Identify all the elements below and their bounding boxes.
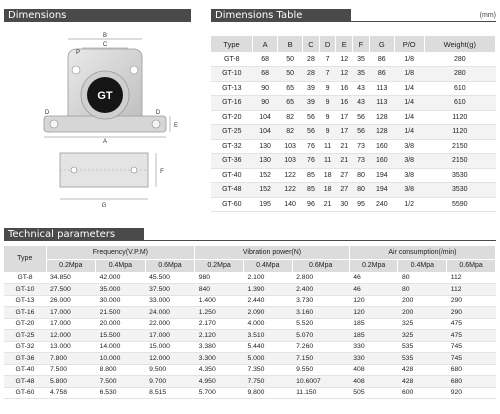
tech-value-cell: 330 bbox=[349, 341, 398, 353]
tech-value-cell: 5.440 bbox=[243, 341, 292, 353]
tech-value-cell: 120 bbox=[349, 307, 398, 319]
tech-value-cell: 3.160 bbox=[292, 307, 349, 319]
dim-value-cell: 43 bbox=[353, 96, 370, 111]
technical-table bbox=[4, 246, 496, 399]
dim-value-cell: 80 bbox=[353, 168, 370, 183]
tech-value-cell: 46 bbox=[349, 272, 398, 284]
tech-value-cell: 4.000 bbox=[243, 318, 292, 330]
tech-value-cell: 4.950 bbox=[195, 376, 244, 388]
tech-value-cell: 325 bbox=[398, 330, 447, 342]
tech-value-cell: 330 bbox=[349, 353, 398, 365]
dim-value-cell: 18 bbox=[319, 168, 336, 183]
port-left bbox=[72, 66, 80, 74]
dim-value-cell: 21 bbox=[319, 197, 336, 212]
dim-header-cell: A bbox=[253, 36, 278, 52]
dim-value-cell: 82 bbox=[278, 110, 303, 125]
tech-type-cell: GT-13 bbox=[4, 295, 46, 307]
dim-value-cell: 113 bbox=[369, 96, 394, 111]
dim-value-cell: 3530 bbox=[424, 183, 495, 198]
tech-value-cell: 34.850 bbox=[46, 272, 96, 284]
table-row bbox=[211, 96, 496, 111]
tech-value-cell: 980 bbox=[195, 272, 244, 284]
tech-pressure-header: 0.4Mpa bbox=[243, 259, 292, 272]
dim-type-cell: GT-36 bbox=[211, 154, 253, 169]
dim-type-cell: GT-60 bbox=[211, 197, 253, 212]
tech-value-cell: 26.000 bbox=[46, 295, 96, 307]
dim-header-cell: Type bbox=[211, 36, 253, 52]
tech-type-cell: GT-8 bbox=[4, 272, 46, 284]
table-row bbox=[211, 139, 496, 154]
tech-value-cell: 7.800 bbox=[46, 353, 96, 365]
tech-value-cell: 13.000 bbox=[46, 341, 96, 353]
tech-type-header: Type bbox=[4, 246, 46, 272]
label-f: F bbox=[160, 169, 164, 175]
dim-value-cell: 86 bbox=[369, 52, 394, 67]
table-row bbox=[211, 154, 496, 169]
table-row bbox=[211, 183, 496, 198]
dim-header-cell: P/O bbox=[394, 36, 424, 52]
dimension-drawing bbox=[0, 24, 200, 219]
dim-value-cell: 3/8 bbox=[394, 183, 424, 198]
tech-value-cell: 7.150 bbox=[292, 353, 349, 365]
dimensions-unit: (mm) bbox=[479, 12, 496, 19]
tech-type-cell: GT-16 bbox=[4, 307, 46, 319]
tech-value-cell: 475 bbox=[447, 318, 496, 330]
tech-value-cell: 14.000 bbox=[96, 341, 146, 353]
dim-value-cell: 27 bbox=[336, 168, 353, 183]
dim-type-cell: GT-32 bbox=[211, 139, 253, 154]
dim-header-cell: E bbox=[336, 36, 353, 52]
dim-value-cell: 9 bbox=[319, 81, 336, 96]
dim-value-cell: 5590 bbox=[424, 197, 495, 212]
dim-value-cell: 122 bbox=[278, 168, 303, 183]
tech-value-cell: 42.000 bbox=[96, 272, 146, 284]
dim-value-cell: 240 bbox=[369, 197, 394, 212]
dim-value-cell: 18 bbox=[319, 183, 336, 198]
dim-value-cell: 80 bbox=[353, 183, 370, 198]
dimensions-header bbox=[4, 9, 191, 22]
tech-value-cell: 5.070 bbox=[292, 330, 349, 342]
dim-type-cell: GT-48 bbox=[211, 183, 253, 198]
dim-value-cell: 160 bbox=[369, 139, 394, 154]
tech-value-cell: 840 bbox=[195, 284, 244, 296]
dim-value-cell: 21 bbox=[336, 154, 353, 169]
tech-value-cell: 10.6007 bbox=[292, 376, 349, 388]
tech-value-cell: 35.000 bbox=[96, 284, 146, 296]
dim-value-cell: 3/8 bbox=[394, 139, 424, 154]
dim-value-cell: 12 bbox=[336, 67, 353, 82]
tech-value-cell: 27.500 bbox=[46, 284, 96, 296]
dim-value-cell: 7 bbox=[319, 67, 336, 82]
dim-value-cell: 17 bbox=[336, 110, 353, 125]
tech-type-cell: GT-60 bbox=[4, 387, 46, 399]
dim-value-cell: 30 bbox=[336, 197, 353, 212]
dim-value-cell: 280 bbox=[424, 67, 495, 82]
dim-value-cell: 17 bbox=[336, 125, 353, 140]
tech-value-cell: 4.758 bbox=[46, 387, 96, 399]
tech-value-cell: 505 bbox=[349, 387, 398, 399]
tech-value-cell: 17.000 bbox=[46, 318, 96, 330]
tech-value-cell: 5.800 bbox=[46, 376, 96, 388]
plate-hole-left bbox=[71, 167, 77, 173]
tech-value-cell: 112 bbox=[447, 284, 496, 296]
table-row bbox=[4, 364, 496, 376]
dim-value-cell: 86 bbox=[369, 67, 394, 82]
tech-value-cell: 45.500 bbox=[145, 272, 195, 284]
dim-value-cell: 11 bbox=[319, 154, 336, 169]
tech-pressure-header: 0.6Mpa bbox=[145, 259, 195, 272]
tech-pressure-header: 0.6Mpa bbox=[292, 259, 349, 272]
dim-header-cell: Weight(g) bbox=[424, 36, 495, 52]
dim-value-cell: 90 bbox=[253, 96, 278, 111]
dim-value-cell: 56 bbox=[353, 125, 370, 140]
table-row bbox=[4, 272, 496, 284]
center-label: GT bbox=[97, 90, 113, 102]
tech-value-cell: 408 bbox=[349, 376, 398, 388]
dim-header-cell: D bbox=[319, 36, 336, 52]
tech-value-cell: 2.440 bbox=[243, 295, 292, 307]
dim-value-cell: 280 bbox=[424, 52, 495, 67]
tech-type-cell: GT-32 bbox=[4, 341, 46, 353]
dim-value-cell: 27 bbox=[336, 183, 353, 198]
dim-value-cell: 2150 bbox=[424, 139, 495, 154]
tech-value-cell: 17.000 bbox=[46, 307, 96, 319]
tech-value-cell: 120 bbox=[349, 295, 398, 307]
tech-value-cell: 15.500 bbox=[96, 330, 146, 342]
tech-value-cell: 1.250 bbox=[195, 307, 244, 319]
tech-value-cell: 7.350 bbox=[243, 364, 292, 376]
dim-header-cell: B bbox=[278, 36, 303, 52]
tech-value-cell: 290 bbox=[447, 295, 496, 307]
tech-value-cell: 15.000 bbox=[145, 341, 195, 353]
table-row bbox=[211, 52, 496, 67]
tech-value-cell: 7.750 bbox=[243, 376, 292, 388]
dimensions-title: Dimensions bbox=[8, 10, 67, 21]
dim-value-cell: 130 bbox=[253, 154, 278, 169]
tech-pressure-header: 0.4Mpa bbox=[96, 259, 146, 272]
tech-group-air: Air consumption(/min) bbox=[349, 246, 495, 259]
tech-value-cell: 5.000 bbox=[243, 353, 292, 365]
dim-value-cell: 65 bbox=[278, 96, 303, 111]
dim-value-cell: 65 bbox=[278, 81, 303, 96]
table-row bbox=[4, 307, 496, 319]
tech-value-cell: 2.400 bbox=[292, 284, 349, 296]
tech-value-cell: 33.000 bbox=[145, 295, 195, 307]
tech-value-cell: 30.000 bbox=[96, 295, 146, 307]
label-a: A bbox=[102, 139, 108, 145]
port-right bbox=[130, 66, 138, 74]
dim-value-cell: 35 bbox=[353, 52, 370, 67]
dim-value-cell: 28 bbox=[303, 67, 320, 82]
technical-header bbox=[4, 228, 144, 241]
table-row bbox=[211, 197, 496, 212]
dimensions-table bbox=[211, 36, 496, 212]
dim-value-cell: 152 bbox=[253, 168, 278, 183]
dim-header-cell: C bbox=[303, 36, 320, 52]
dim-value-cell: 73 bbox=[353, 139, 370, 154]
base-hole-left bbox=[50, 120, 58, 128]
tech-type-cell: GT-40 bbox=[4, 364, 46, 376]
dim-type-cell: GT-8 bbox=[211, 52, 253, 67]
dim-value-cell: 140 bbox=[278, 197, 303, 212]
dim-type-cell: GT-10 bbox=[211, 67, 253, 82]
dimensions-table-title: Dimensions Table bbox=[215, 10, 303, 21]
dim-value-cell: 113 bbox=[369, 81, 394, 96]
dim-value-cell: 128 bbox=[369, 110, 394, 125]
tech-value-cell: 6.530 bbox=[96, 387, 146, 399]
label-d-left: D bbox=[44, 110, 50, 116]
label-e: E bbox=[173, 123, 179, 129]
tech-type-cell: GT-36 bbox=[4, 353, 46, 365]
tech-value-cell: 2.800 bbox=[292, 272, 349, 284]
tech-value-cell: 200 bbox=[398, 295, 447, 307]
tech-value-cell: 112 bbox=[447, 272, 496, 284]
label-p: P bbox=[75, 50, 81, 56]
table-row bbox=[211, 110, 496, 125]
tech-value-cell: 745 bbox=[447, 341, 496, 353]
dim-value-cell: 35 bbox=[353, 67, 370, 82]
dim-value-cell: 1120 bbox=[424, 125, 495, 140]
tech-value-cell: 290 bbox=[447, 307, 496, 319]
dim-value-cell: 56 bbox=[353, 110, 370, 125]
tech-value-cell: 9.800 bbox=[243, 387, 292, 399]
tech-value-cell: 10.000 bbox=[96, 353, 146, 365]
tech-pressure-header: 0.2Mpa bbox=[349, 259, 398, 272]
dim-value-cell: 152 bbox=[253, 183, 278, 198]
table-row bbox=[4, 318, 496, 330]
tech-group-vibration: Vibration power(N) bbox=[195, 246, 350, 259]
dim-value-cell: 1/4 bbox=[394, 96, 424, 111]
dim-value-cell: 96 bbox=[303, 197, 320, 212]
tech-value-cell: 9.700 bbox=[145, 376, 195, 388]
tech-pressure-header: 0.2Mpa bbox=[195, 259, 244, 272]
tech-value-cell: 1.390 bbox=[243, 284, 292, 296]
dim-value-cell: 50 bbox=[278, 52, 303, 67]
tech-value-cell: 80 bbox=[398, 272, 447, 284]
tech-value-cell: 200 bbox=[398, 307, 447, 319]
dim-value-cell: 56 bbox=[303, 110, 320, 125]
dim-value-cell: 1/4 bbox=[394, 110, 424, 125]
dim-value-cell: 194 bbox=[369, 168, 394, 183]
dim-value-cell: 16 bbox=[336, 81, 353, 96]
tech-value-cell: 3.730 bbox=[292, 295, 349, 307]
dim-value-cell: 73 bbox=[353, 154, 370, 169]
tech-value-cell: 3.510 bbox=[243, 330, 292, 342]
dim-value-cell: 9 bbox=[319, 96, 336, 111]
dim-type-cell: GT-16 bbox=[211, 96, 253, 111]
table-row bbox=[4, 376, 496, 388]
dim-value-cell: 7 bbox=[319, 52, 336, 67]
tech-value-cell: 535 bbox=[398, 353, 447, 365]
dim-value-cell: 104 bbox=[253, 125, 278, 140]
table-row bbox=[4, 284, 496, 296]
tech-value-cell: 9.550 bbox=[292, 364, 349, 376]
dim-value-cell: 11 bbox=[319, 139, 336, 154]
dim-value-cell: 3/8 bbox=[394, 154, 424, 169]
table-row bbox=[211, 168, 496, 183]
plate-hole-right bbox=[131, 167, 137, 173]
table-row bbox=[4, 353, 496, 365]
tech-value-cell: 600 bbox=[398, 387, 447, 399]
tech-group-frequency: Frequency(V.P.M) bbox=[46, 246, 195, 259]
dim-value-cell: 9 bbox=[319, 125, 336, 140]
tech-pressure-header: 0.2Mpa bbox=[46, 259, 96, 272]
dim-value-cell: 68 bbox=[253, 52, 278, 67]
dim-value-cell: 76 bbox=[303, 154, 320, 169]
tech-pressure-header: 0.6Mpa bbox=[447, 259, 496, 272]
tech-type-cell: GT-20 bbox=[4, 318, 46, 330]
tech-value-cell: 7.260 bbox=[292, 341, 349, 353]
tech-value-cell: 5.520 bbox=[292, 318, 349, 330]
label-d-right: D bbox=[155, 110, 161, 116]
tech-value-cell: 20.000 bbox=[96, 318, 146, 330]
dim-value-cell: 128 bbox=[369, 125, 394, 140]
tech-value-cell: 2.170 bbox=[195, 318, 244, 330]
tech-value-cell: 325 bbox=[398, 318, 447, 330]
dim-value-cell: 130 bbox=[253, 139, 278, 154]
technical-title: Technical parameters bbox=[8, 229, 116, 240]
dim-value-cell: 610 bbox=[424, 96, 495, 111]
tech-value-cell: 475 bbox=[447, 330, 496, 342]
tech-value-cell: 24.000 bbox=[145, 307, 195, 319]
dim-value-cell: 194 bbox=[369, 183, 394, 198]
tech-value-cell: 12.000 bbox=[145, 353, 195, 365]
tech-value-cell: 7.500 bbox=[46, 364, 96, 376]
label-b: B bbox=[102, 33, 108, 39]
dim-value-cell: 95 bbox=[353, 197, 370, 212]
dimensions-table-header bbox=[211, 9, 351, 22]
dim-value-cell: 122 bbox=[278, 183, 303, 198]
dim-value-cell: 1120 bbox=[424, 110, 495, 125]
table-row bbox=[4, 341, 496, 353]
dim-value-cell: 68 bbox=[253, 67, 278, 82]
tech-value-cell: 920 bbox=[447, 387, 496, 399]
dim-value-cell: 76 bbox=[303, 139, 320, 154]
tech-value-cell: 408 bbox=[349, 364, 398, 376]
tech-value-cell: 2.090 bbox=[243, 307, 292, 319]
tech-value-cell: 5.700 bbox=[195, 387, 244, 399]
tech-value-cell: 8.515 bbox=[145, 387, 195, 399]
tech-value-cell: 3.300 bbox=[195, 353, 244, 365]
dim-value-cell: 21 bbox=[336, 139, 353, 154]
dim-type-cell: GT-25 bbox=[211, 125, 253, 140]
tech-value-cell: 8.800 bbox=[96, 364, 146, 376]
dim-value-cell: 2150 bbox=[424, 154, 495, 169]
dim-value-cell: 82 bbox=[278, 125, 303, 140]
dimensions-table-header-rule bbox=[351, 21, 496, 22]
dim-header-cell: G bbox=[369, 36, 394, 52]
dim-value-cell: 56 bbox=[303, 125, 320, 140]
technical-header-rule bbox=[144, 240, 496, 241]
dim-value-cell: 3/8 bbox=[394, 168, 424, 183]
tech-value-cell: 4.350 bbox=[195, 364, 244, 376]
dim-value-cell: 3530 bbox=[424, 168, 495, 183]
dim-value-cell: 1/8 bbox=[394, 67, 424, 82]
dim-value-cell: 104 bbox=[253, 110, 278, 125]
dim-value-cell: 1/8 bbox=[394, 52, 424, 67]
tech-type-cell: GT-10 bbox=[4, 284, 46, 296]
table-row bbox=[4, 387, 496, 399]
tech-value-cell: 185 bbox=[349, 330, 398, 342]
dim-value-cell: 12 bbox=[336, 52, 353, 67]
dim-value-cell: 39 bbox=[303, 81, 320, 96]
tech-value-cell: 46 bbox=[349, 284, 398, 296]
table-row bbox=[4, 295, 496, 307]
tech-value-cell: 185 bbox=[349, 318, 398, 330]
dim-value-cell: 85 bbox=[303, 168, 320, 183]
dim-value-cell: 85 bbox=[303, 183, 320, 198]
tech-value-cell: 680 bbox=[447, 376, 496, 388]
tech-value-cell: 535 bbox=[398, 341, 447, 353]
tech-value-cell: 21.500 bbox=[96, 307, 146, 319]
table-row bbox=[4, 330, 496, 342]
tech-value-cell: 11.150 bbox=[292, 387, 349, 399]
base-hole-right bbox=[152, 120, 160, 128]
dim-value-cell: 1/4 bbox=[394, 125, 424, 140]
label-g: G bbox=[101, 203, 107, 209]
dim-type-cell: GT-20 bbox=[211, 110, 253, 125]
dim-value-cell: 50 bbox=[278, 67, 303, 82]
tech-value-cell: 2.120 bbox=[195, 330, 244, 342]
tech-value-cell: 2.100 bbox=[243, 272, 292, 284]
tech-value-cell: 745 bbox=[447, 353, 496, 365]
tech-value-cell: 428 bbox=[398, 376, 447, 388]
dim-value-cell: 28 bbox=[303, 52, 320, 67]
dim-value-cell: 16 bbox=[336, 96, 353, 111]
dim-type-cell: GT-13 bbox=[211, 81, 253, 96]
dim-value-cell: 610 bbox=[424, 81, 495, 96]
tech-type-cell: GT-25 bbox=[4, 330, 46, 342]
dim-value-cell: 1/2 bbox=[394, 197, 424, 212]
tech-value-cell: 37.500 bbox=[145, 284, 195, 296]
table-row bbox=[211, 67, 496, 82]
tech-pressure-header: 0.4Mpa bbox=[398, 259, 447, 272]
dim-value-cell: 1/4 bbox=[394, 81, 424, 96]
dim-value-cell: 160 bbox=[369, 154, 394, 169]
tech-value-cell: 9.500 bbox=[145, 364, 195, 376]
dim-value-cell: 43 bbox=[353, 81, 370, 96]
dim-value-cell: 9 bbox=[319, 110, 336, 125]
dim-value-cell: 90 bbox=[253, 81, 278, 96]
tech-type-cell: GT-48 bbox=[4, 376, 46, 388]
dim-header-cell: F bbox=[353, 36, 370, 52]
tech-value-cell: 1.400 bbox=[195, 295, 244, 307]
tech-value-cell: 80 bbox=[398, 284, 447, 296]
table-row bbox=[211, 81, 496, 96]
label-c: C bbox=[102, 42, 108, 48]
dim-value-cell: 103 bbox=[278, 139, 303, 154]
dim-value-cell: 103 bbox=[278, 154, 303, 169]
tech-value-cell: 3.380 bbox=[195, 341, 244, 353]
tech-value-cell: 680 bbox=[447, 364, 496, 376]
tech-value-cell: 7.500 bbox=[96, 376, 146, 388]
tech-value-cell: 17.000 bbox=[145, 330, 195, 342]
tech-value-cell: 428 bbox=[398, 364, 447, 376]
dim-type-cell: GT-40 bbox=[211, 168, 253, 183]
tech-value-cell: 12.000 bbox=[46, 330, 96, 342]
dim-value-cell: 39 bbox=[303, 96, 320, 111]
tech-value-cell: 22.000 bbox=[145, 318, 195, 330]
table-row bbox=[211, 125, 496, 140]
dim-value-cell: 195 bbox=[253, 197, 278, 212]
